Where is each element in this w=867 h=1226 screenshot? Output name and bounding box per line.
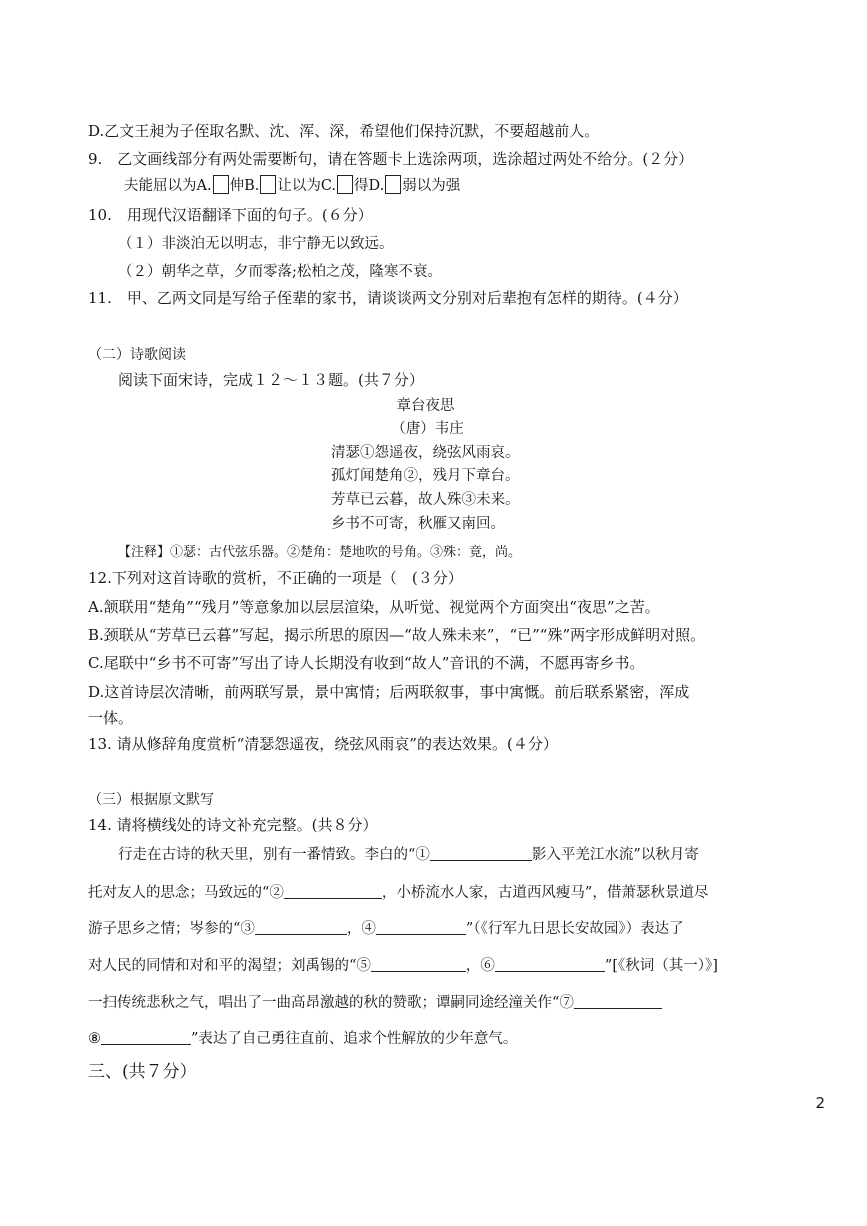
q12-option-d-cont: 一体。	[88, 709, 134, 727]
fill-blank-3[interactable]	[255, 918, 347, 935]
q14-text: 对人民的同情和对和平的渴望；刘禹锡的“⑤	[88, 958, 371, 974]
q14-text: ”[《秋词（其一）》]	[604, 958, 718, 974]
poem-line: 孤灯闻楚角②，残月下章台。	[331, 468, 520, 484]
q9-seg-3: 得D.	[354, 178, 385, 194]
q9-seg-0: 夫能屈以为A.	[124, 178, 212, 194]
poem-title: 章台夜思	[396, 398, 455, 414]
q8-option-d: D.乙文王昶为子侄取名默、沈、浑、深，希望他们保持沉默，不要超越前人。	[88, 122, 600, 140]
q14-text: 托对友人的思念；马致远的“②	[88, 885, 284, 901]
q10-stem: 10. 用现代汉语翻译下面的句子。(６分）	[88, 206, 373, 224]
fill-blank-4[interactable]	[376, 918, 466, 935]
q13-stem: 13. 请从修辞角度赏析“清瑟怨遥夜，绕弦风雨哀”的表达效果。(４分）	[88, 735, 558, 753]
q14-text: ，小桥流水人家，古道西风瘦马”，借萧瑟秋景道尽	[381, 885, 709, 901]
q12-option-a: A.颔联用“楚角”“残月”等意象加以层层渲染，从听觉、视觉两个方面突出“夜思”之苦。	[88, 598, 660, 616]
q11-stem: 11. 甲、乙两文同是写给子侄辈的家书，请谈谈两文分别对后辈抱有怎样的期待。(４分）	[88, 289, 688, 307]
poem-line: 芳草已云暮，故人殊③未来。	[331, 492, 520, 508]
q14-line-1	[118, 844, 699, 865]
fill-blank-8[interactable]	[101, 1028, 191, 1045]
q10-sentence-2: （２）朝华之草，夕而零落;松柏之茂，隆寒不衰。	[118, 264, 442, 280]
q14-text: ，⑥	[465, 958, 495, 974]
q14-text: 行走在古诗的秋天里，别有一番情致。李白的“①	[118, 847, 430, 863]
q14-line-5	[88, 992, 662, 1013]
q14-text: ”表达了自己勇往直前、追求个性解放的少年意气。	[191, 1031, 518, 1047]
part-3-heading: 三、(共７分）	[88, 1062, 197, 1082]
section-3-title: （三）根据原文默写	[88, 792, 214, 808]
q14-line-6	[88, 1028, 517, 1049]
answer-box-b[interactable]	[260, 175, 276, 194]
fill-blank-7[interactable]	[574, 992, 662, 1009]
section-2-title: （二）诗歌阅读	[88, 347, 186, 363]
q12-option-c: C.尾联中“乡书不可寄”写出了诗人长期没有收到“故人”音讯的不满，不愿再寄乡书。	[88, 654, 645, 672]
answer-box-d[interactable]	[385, 175, 401, 194]
fill-blank-6[interactable]	[495, 955, 605, 972]
q14-stem: 14. 请将横线处的诗文补充完整。(共８分）	[88, 816, 378, 834]
q12-option-d: D.这首诗层次清晰，前两联写景，景中寓情；后两联叙事，事中寓慨。前后联系紧密，浑成	[88, 683, 690, 701]
section-2-intro: 阅读下面宋诗，完成１２～１３题。(共７分）	[118, 371, 424, 389]
q10-sentence-1: （１）非淡泊无以明志，非宁静无以致远。	[118, 236, 394, 252]
answer-box-c[interactable]	[337, 175, 353, 194]
q14-text: 游子思乡之情；岑参的“③	[88, 921, 255, 937]
poem-author: （唐）韦庄	[391, 421, 464, 437]
q14-text: ⑧	[88, 1031, 101, 1047]
poem-line: 乡书不可寄，秋雁又南回。	[331, 516, 505, 532]
q9-sentence	[124, 175, 460, 196]
q14-line-2	[88, 882, 708, 903]
q14-text: ”（《行军九日思长安故园》）表达了	[465, 921, 684, 937]
q14-text: ，④	[346, 921, 376, 937]
fill-blank-1[interactable]	[430, 844, 532, 861]
poem-note: 【注释】①瑟：古代弦乐器。②楚角：楚地吹的号角。③殊：竟，尚。	[118, 545, 522, 560]
q9-stem: 9. 乙文画线部分有两处需要断句，请在答题卡上选涂两项，选涂超过两处不给分。(２分）	[88, 150, 694, 168]
q14-line-4	[88, 955, 718, 976]
q14-text: 影入平羌江水流”以秋月寄	[531, 847, 699, 863]
q14-text: 一扫传统悲秋之气，唱出了一曲高昂激越的秋的赞歌；谭嗣同途经潼关作“⑦	[88, 995, 574, 1011]
page-number: 2	[815, 1094, 825, 1112]
q9-seg-4: 弱以为强	[402, 178, 461, 194]
answer-box-a[interactable]	[213, 175, 229, 194]
q9-seg-2: 让以为C.	[277, 178, 337, 194]
q12-option-b: B.颈联从“芳草已云暮”写起，揭示所思的原因—“故人殊未来”，“已”“殊”两字形成鲜明对照。	[88, 626, 706, 644]
fill-blank-5[interactable]	[371, 955, 466, 972]
q9-seg-1: 伸B.	[229, 178, 260, 194]
poem-line: 清瑟①怨遥夜，绕弦风雨哀。	[331, 445, 520, 461]
q12-stem: 12.下列对这首诗歌的赏析，不正确的一项是（ (３分）	[88, 569, 463, 587]
fill-blank-2[interactable]	[284, 882, 382, 899]
q14-line-3	[88, 918, 684, 939]
